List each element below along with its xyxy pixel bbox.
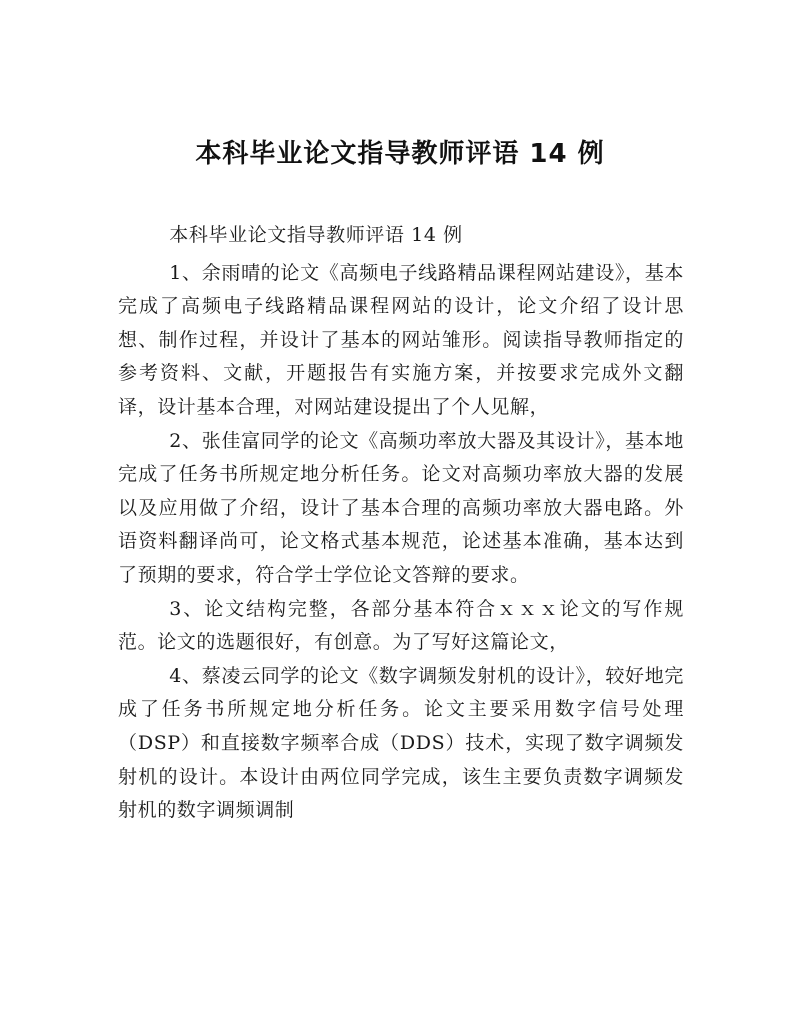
- comment-paragraph-4: 4、蔡凌云同学的论文《数字调频发射机的设计》，较好地完成了任务书所规定地分析任务。论文主要采用数字信号处理（DSP）和直接数字频率合成（DDS）技术，实现了数字调频发射机的设计。本设计由两位同学完成，该生主要负责数字调频发射机的数字调频调制: [118, 664, 684, 822]
- subtitle-paragraph: 本科毕业论文指导教师评语 14 例: [169, 224, 463, 246]
- comment-paragraph-1: 1、余雨晴的论文《高频电子线路精品课程网站建设》，基本完成了高频电子线路精品课程网站的设计，论文介绍了设计思想、制作过程，并设计了基本的网站雏形。阅读指导教师指定的参考资料、文献，开题报告有实施方案，并按要求完成外文翻译，设计基本合理，对网站建设提出了个人见解，: [118, 261, 684, 418]
- page-title: 本科毕业论文指导教师评语 14 例: [195, 139, 605, 169]
- document-body: [118, 219, 684, 828]
- comment-paragraph-2: 2、张佳富同学的论文《高频功率放大器及其设计》，基本地完成了任务书所规定地分析任务。论文对高频功率放大器的发展以及应用做了介绍，设计了基本合理的高频功率放大器电路。外语资料翻译尚可，论文格式基本规范，论述基本准确，基本达到了预期的要求，符合学士学位论文答辩的要求。: [118, 429, 684, 586]
- comment-paragraph-3: 3、论文结构完整，各部分基本符合ｘｘｘ论文的写作规范。论文的选题很好，有创意。为了写好这篇论文，: [118, 597, 684, 654]
